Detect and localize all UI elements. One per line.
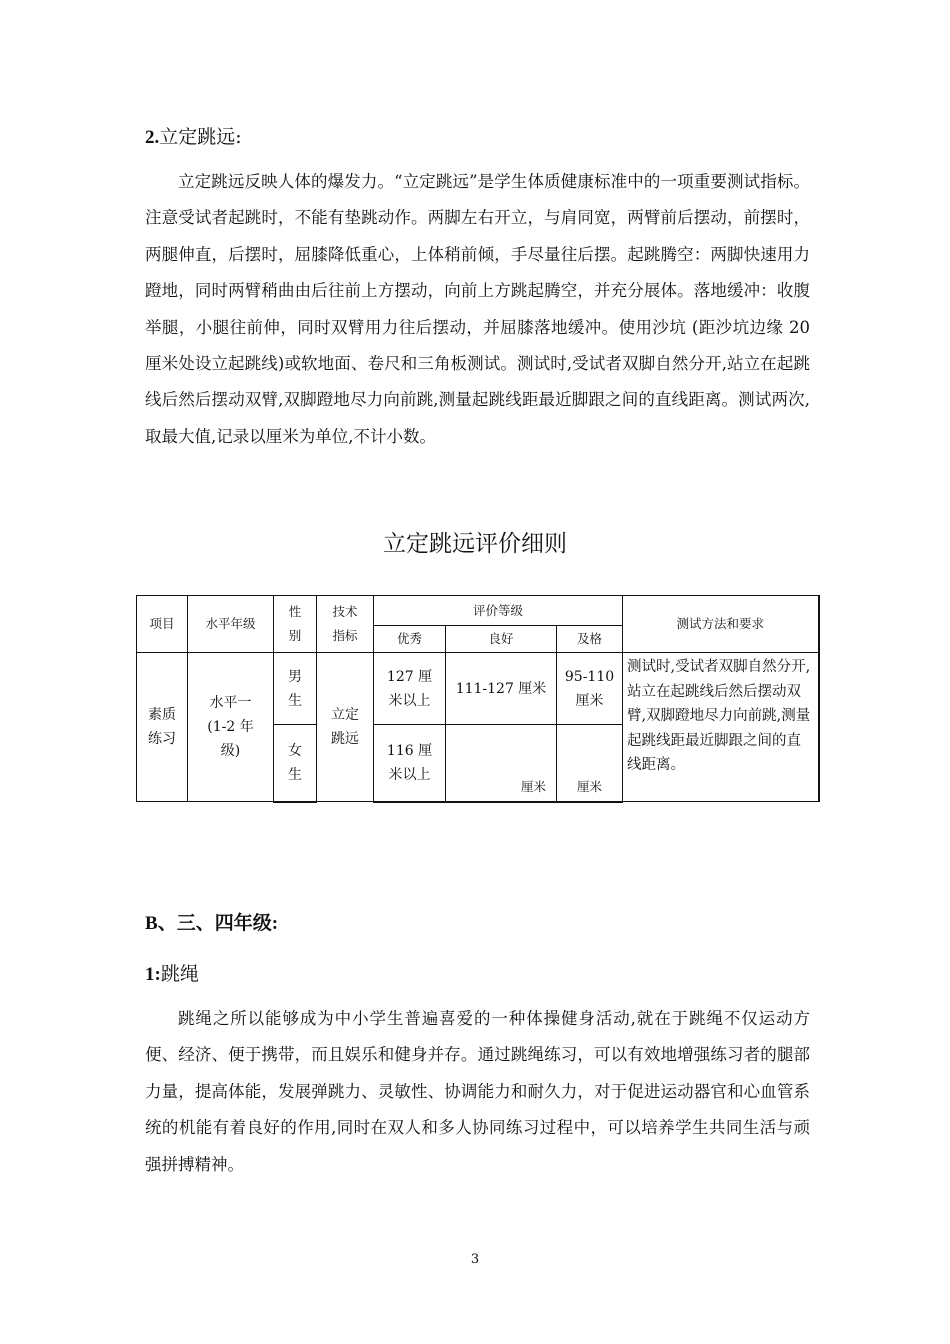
table-title: 立定跳远评价细则 bbox=[383, 531, 567, 557]
header-excellent: 优秀 bbox=[374, 626, 446, 653]
table-row-male bbox=[137, 653, 819, 725]
standing-long-jump-paragraph: 立定跳远反映人体的爆发力。“立定跳远”是学生体质健康标准中的一项重要测试指标。注意受试者起跳时，不能有垫跳动作。两脚左右开立，与肩同宽，两臂前后摆动，前摆时，两腿伸直，后摆时，屈膝降低重心，上体稍前倾，手尽量往后摆。起跳腾空：两脚快速用力蹬地，同时两臂稍曲由后往前上方摆动，向前上方跳起腾空，并充分展体。落地缓冲：收腹举腿，小腿往前伸，同时双臂用力往后摆动，并屈膝落地缓冲。使用沙坑 (距沙坑边缘 20 厘米处设立起跳线)或软地面、卷尺和三角板测试。测试时,受试者双脚自然分开,站立在起跳线后然后摆动双臂,双脚蹬地尽力向前跳,测量起跳线距最近脚跟之间的直线距离。测试两次,取最大值,记录以厘米为单位,不计小数。 bbox=[145, 172, 810, 446]
header-good: 良好 bbox=[446, 626, 557, 653]
header-indicator: 技术指标 bbox=[317, 596, 374, 653]
heading-text: 、三、四年级: bbox=[157, 913, 279, 934]
heading-number: B bbox=[145, 913, 158, 934]
cell-male-good: 111-127 厘米 bbox=[446, 653, 557, 725]
header-gender: 性别 bbox=[274, 596, 317, 653]
cell-female-good: 厘米 bbox=[446, 725, 557, 802]
section-heading-standing-long-jump bbox=[145, 125, 242, 150]
cell-level-grade: 水平一(1-2 年级) bbox=[188, 653, 274, 802]
evaluation-table bbox=[136, 595, 820, 803]
header-item: 项目 bbox=[137, 596, 188, 653]
heading-text: 跳绳 bbox=[160, 963, 199, 985]
heading-text: 立定跳远: bbox=[159, 126, 242, 148]
cell-male-excellent: 127 厘米以上 bbox=[374, 653, 446, 725]
header-pass: 及格 bbox=[557, 626, 623, 653]
table-header-row bbox=[137, 596, 819, 626]
cell-method: 测试时,受试者双脚自然分开,站立在起跳线后然后摆动双臂,双脚蹬地尽力向前跳,测量起跳线距最近脚跟之间的直线距离。 bbox=[623, 653, 819, 802]
heading-number: 1: bbox=[145, 964, 161, 985]
rope-skipping-paragraph: 跳绳之所以能够成为中小学生普遍喜爱的一种体操健身活动,就在于跳绳不仅运动方便、经济、便于携带，而且娱乐和健身并存。通过跳绳练习，可以有效地增强练习者的腿部力量，提高体能，发展弹跳力、灵敏性、协调能力和耐久力，对于促进运动器官和心血管系统的机能有着良好的作用,同时在双人和多人协同练习过程中，可以培养学生共同生活与顽强拼搏精神。 bbox=[145, 1009, 810, 1174]
cell-item: 素质练习 bbox=[137, 653, 188, 802]
cell-gender-male: 男生 bbox=[274, 653, 317, 725]
section-heading-grades-3-4 bbox=[145, 911, 278, 936]
header-method: 测试方法和要求 bbox=[623, 596, 819, 653]
cell-female-pass: 厘米 bbox=[557, 725, 623, 802]
section-heading-rope-skipping bbox=[145, 962, 199, 987]
cell-indicator: 立定跳远 bbox=[317, 653, 374, 802]
cell-gender-female: 女生 bbox=[274, 725, 317, 802]
header-level-grade: 水平年级 bbox=[188, 596, 274, 653]
cell-male-pass: 95-110 厘米 bbox=[557, 653, 623, 725]
cell-female-excellent: 116 厘米以上 bbox=[374, 725, 446, 802]
page-number: 3 bbox=[470, 1252, 480, 1267]
heading-number: 2. bbox=[145, 127, 160, 148]
header-rating: 评价等级 bbox=[374, 596, 623, 626]
